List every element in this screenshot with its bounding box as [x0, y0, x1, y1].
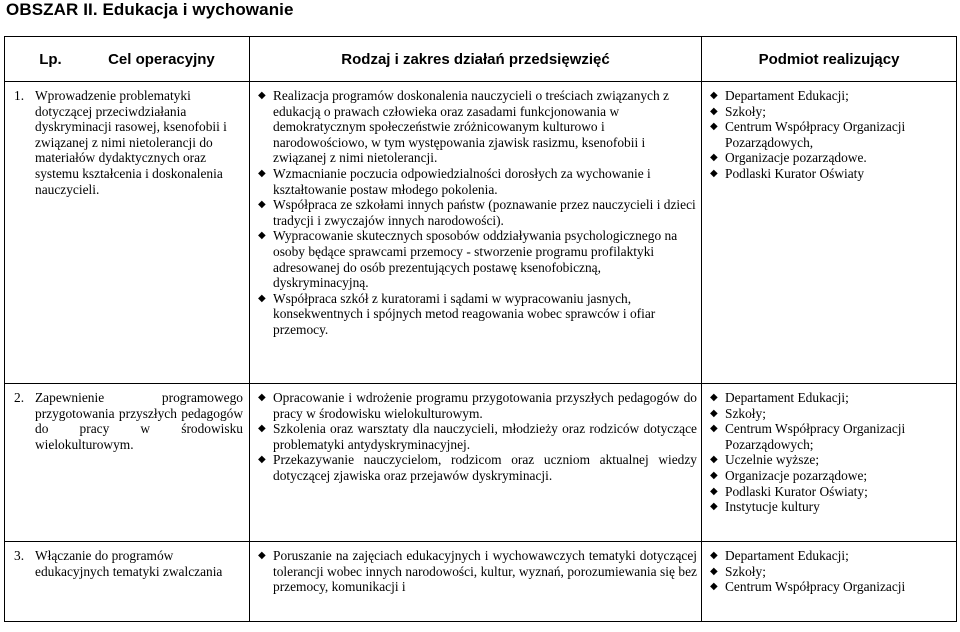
list-item: ◆ Centrum Współpracy Organizacji Pozarządowych;	[710, 421, 906, 452]
bullet-icon: ◆	[710, 152, 718, 164]
row-number: 1.	[14, 88, 25, 103]
goal-cell	[5, 542, 250, 622]
bullet-icon: ◆	[710, 454, 718, 466]
entity-list	[702, 82, 956, 182]
header-entity: Podmiot realizujący	[702, 37, 957, 82]
entity-cell	[702, 384, 957, 542]
list-item: ◆ Przekazywanie nauczycielom, rodzicom oraz uczniom aktualnej wiedzy dotyczącej zjawiska oraz przejawów dyskryminacji.	[258, 452, 697, 483]
header-lp: Lp.	[39, 50, 62, 68]
actions-cell	[250, 542, 702, 622]
actions-cell	[250, 384, 702, 542]
list-item: ◆ Centrum Współpracy Organizacji Pozarządowych,	[710, 119, 906, 150]
bullet-icon: ◆	[710, 565, 718, 577]
list-item: ◆ Współpraca ze szkołami innych państw (poznawanie przez nauczycieli i dzieci tradycji i zwyczajów innych narodowości).	[258, 197, 696, 228]
bullet-icon: ◆	[258, 392, 266, 403]
list-item: ◆ Centrum Współpracy Organizacji	[710, 579, 906, 595]
entity-list	[702, 384, 956, 515]
bullet-icon: ◆	[710, 121, 718, 133]
bullet-icon: ◆	[710, 550, 718, 561]
header-goal	[5, 37, 250, 82]
bullet-icon: ◆	[710, 392, 718, 403]
table-row	[5, 82, 957, 384]
header-actions: Rodzaj i zakres działań przedsięwzięć	[250, 37, 702, 82]
list-item: ◆ Szkoły;	[710, 405, 766, 421]
table-row	[5, 384, 957, 542]
list-item: ◆ Szkolenia oraz warsztaty dla nauczycieli, młodzieży oraz rodziców dotyczące problematyki antydyskryminacyjnej.	[258, 421, 697, 452]
list-item: ◆ Departament Edukacji;	[710, 390, 849, 405]
list-item: ◆ Współpraca szkół z kuratorami i sądami w wypracowaniu jasnych, konsekwentnych i spójnych metod reagowania wobec sprawców i ofiar przemocy.	[258, 290, 656, 337]
entity-list	[702, 542, 956, 595]
bullet-icon: ◆	[710, 485, 718, 497]
actions-list	[250, 542, 701, 595]
table-row	[5, 542, 957, 622]
actions-list	[250, 82, 701, 338]
bullet-icon: ◆	[258, 230, 266, 242]
list-item: ◆ Wypracowanie skutecznych sposobów oddziaływania psychologicznego na osoby będące sprawcami przemocy - stworzenie programu profilaktyki adresowanej do osób prezentujących postawę ksenofobiczną, dyskryminacyjną.	[258, 228, 678, 291]
section-title: OBSZAR II. Edukacja i wychowanie	[6, 0, 294, 19]
list-item: ◆ Organizacje pozarządowe;	[710, 467, 868, 483]
bullet-icon: ◆	[258, 292, 266, 304]
list-item: ◆ Departament Edukacji;	[710, 88, 849, 103]
bullet-icon: ◆	[710, 167, 718, 179]
goal-text: Wprowadzenie problematyki dotyczącej przeciwdziałania dyskryminacji rasowej, ksenofobii i związanej z nimi nietolerancji do materiałów dydaktycznych oraz systemu kształcenia i doskonalenia nauczycieli.	[35, 88, 227, 197]
bullet-icon: ◆	[710, 423, 718, 435]
list-item: ◆ Szkoły;	[710, 563, 766, 579]
bullet-icon: ◆	[710, 90, 718, 101]
goal-cell	[5, 384, 250, 542]
plan-table	[4, 36, 957, 622]
list-item: ◆ Realizacja programów doskonalenia nauczycieli o treściach związanych z edukacją o prawach człowieka oraz zasadami funkcjonowania w demokratycznym społeczeństwie zróżnicowanym kulturowo i narodowościowo, w tym występowania zjawisk rasizmu, ksenofobii i związanej z nimi nietolerancji.	[258, 88, 669, 166]
bullet-icon: ◆	[710, 581, 718, 593]
list-item: ◆ Organizacje pozarządowe.	[710, 150, 867, 166]
header-goal-label: Cel operacyjny	[108, 50, 215, 68]
table-header-row	[5, 37, 957, 82]
list-item: ◆ Poruszanie na zajęciach edukacyjnych i wychowawczych tematyki dotyczącej tolerancji wobec innych narodowości, kultur, wyznań, porozumiewania się bez przemocy, komunikacji i	[258, 548, 697, 595]
bullet-icon: ◆	[710, 407, 718, 419]
goal-text: Zapewnienie programowego przygotowania przyszłych pedagogów do pracy w środowisku wielokulturowym.	[35, 390, 243, 452]
bullet-icon: ◆	[710, 105, 718, 117]
list-item: ◆ Szkoły;	[710, 103, 766, 119]
actions-list	[250, 384, 701, 484]
entity-cell	[702, 82, 957, 384]
bullet-icon: ◆	[258, 423, 266, 435]
bullet-icon: ◆	[710, 501, 718, 513]
goal-text: Włączanie do programów edukacyjnych tematyki zwalczania	[35, 548, 223, 579]
entity-cell	[702, 542, 957, 622]
bullet-icon: ◆	[258, 454, 266, 466]
bullet-icon: ◆	[710, 469, 718, 481]
actions-cell	[250, 82, 702, 384]
bullet-icon: ◆	[258, 167, 266, 179]
bullet-icon: ◆	[258, 199, 266, 211]
row-number: 3.	[14, 548, 25, 563]
list-item: ◆ Wzmacnianie poczucia odpowiedzialności dorosłych za wychowanie i kształtowanie postaw młodego pokolenia.	[258, 165, 651, 197]
bullet-icon: ◆	[258, 90, 266, 101]
list-item: ◆ Uczelnie wyższe;	[710, 452, 820, 468]
row-number: 2.	[14, 390, 25, 405]
list-item: ◆ Instytucje kultury	[710, 499, 820, 515]
list-item: ◆ Podlaski Kurator Oświaty;	[710, 483, 868, 499]
list-item: ◆ Podlaski Kurator Oświaty	[710, 165, 865, 181]
list-item: ◆ Opracowanie i wdrożenie programu przygotowania przyszłych pedagogów do pracy w środowisku wielokulturowym.	[258, 390, 697, 421]
list-item: ◆ Departament Edukacji;	[710, 548, 849, 563]
bullet-icon: ◆	[258, 550, 266, 561]
goal-cell	[5, 82, 250, 384]
